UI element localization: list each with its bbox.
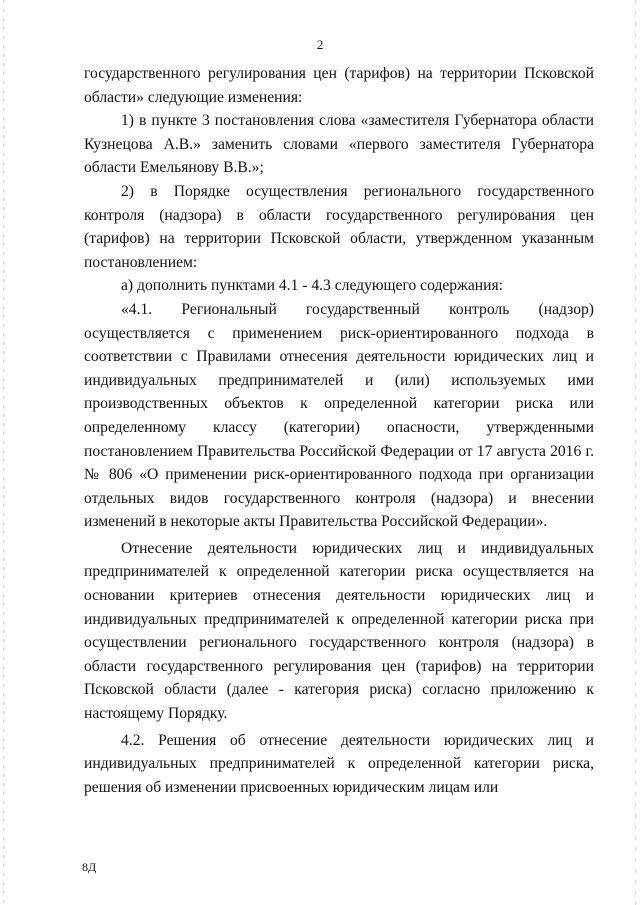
scan-edge-left: [3, 0, 4, 905]
paragraph-clause-4-1: «4.1. Региональный государственный контроль (надзор) осуществляется с применением риск-ориентированного подхода в соответствии с Правилами отнесения деятельности юридических лиц и индивидуальных предпринимателей и (или) используемых ими производственных объектов к определенной категории риска или определенному классу (категории) опасности, утвержденными постановлением Правительства Российской Федерации от 17 августа 2016 г. № 806 «О применении риск-ориентированного подхода при организации отдельных видов государственного контроля (надзора) и внесении изменений в некоторые акты Правительства Российской Федерации».: [84, 300, 594, 531]
paragraph-continuation: государственного регулирования цен (тарифов) на территории Псковской области» следующие изменения:: [84, 65, 594, 106]
paragraph-item-1: 1) в пункте 3 постановления слова «заместителя Губернатора области Кузнецова А.В.» заменить словами «первого заместителя Губернатора области Емельянову В.В.»;: [84, 112, 594, 177]
paragraph-subitem-a: а) дополнить пунктами 4.1 - 4.3 следующего содержания:: [121, 277, 503, 295]
page-number: 2: [316, 37, 324, 52]
paragraph-risk-category: Отнесение деятельности юридических лиц и индивидуальных предпринимателей к определенной категории риска осуществляется на основании критериев отнесения деятельности юридических лиц и индивидуальных предпринимателей к определенной категории риска при осуществлении регионального государственного контроля (надзора) в области государственного регулирования цен (тарифов) на территории Псковской области (далее - категория риска) согласно приложению к настоящему Порядку.: [84, 539, 594, 723]
footer-mark: 8Д: [82, 860, 97, 874]
document-body: [84, 62, 594, 799]
scan-edge-right: [635, 0, 636, 905]
paragraph-clause-4-2: 4.2. Решения об отнесение деятельности юридических лиц и индивидуальных предпринимателей к определенной категории риска, решения об изменении присвоенных юридическим лицам или: [84, 731, 594, 796]
paragraph-item-2: 2) в Порядке осуществления регионального государственного контроля (надзора) в области государственного регулирования цен (тарифов) на территории Псковской области, утвержденном указанным постановлением:: [84, 182, 594, 271]
